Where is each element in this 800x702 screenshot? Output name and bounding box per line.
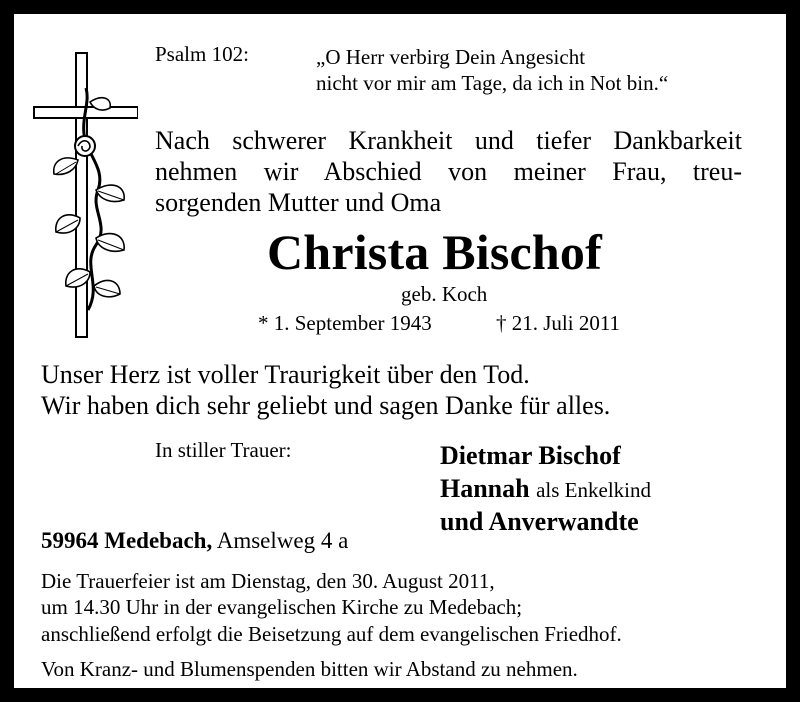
donations-note: Von Kranz- und Blumenspenden bitten wir Abstand zu nehmen. (41, 657, 578, 681)
mourner-2-name: Hannah (440, 474, 530, 504)
psalm-line-2: nicht vor mir am Tage, da ich in Not bin.“ (316, 71, 669, 96)
verse-line-2: Wir haben dich sehr geliebt und sagen Danke für alles. (41, 390, 611, 420)
service-line-2: um 14.30 Uhr in der evangelischen Kirche zu Medebach; (41, 595, 523, 620)
service-line-1: Die Trauerfeier ist am Dienstag, den 30. August 2011, (41, 569, 495, 593)
psalm-quote (316, 44, 668, 97)
psalm-line-1: „O Herr verbirg Dein Angesicht (316, 45, 586, 69)
maiden-name: geb. Koch (401, 282, 488, 306)
address-place: 59964 Medebach, (41, 528, 213, 553)
address-street: Amselweg 4 a (216, 528, 349, 553)
cross-with-rose-icon (32, 50, 138, 340)
intro-line-3: sorgenden Mutter und Oma (155, 187, 442, 217)
deceased-name: Christa Bischof (267, 224, 602, 280)
mourner-2 (440, 472, 651, 505)
mourner-1: Dietmar Bischof (440, 441, 621, 470)
intro-text (155, 126, 742, 219)
mourning-label: In stiller Trauer: (155, 438, 292, 462)
service-line-3: anschließend erfolgt die Beisetzung auf dem evangelischen Friedhof. (41, 621, 622, 646)
psalm-reference: Psalm 102: (155, 42, 249, 66)
birth-date: * 1. September 1943 (258, 311, 432, 335)
intro-line-1: Nach schwerer Krankheit und tiefer Dankbarkeit (155, 126, 742, 155)
intro-line-2: nehmen wir Abschied von meiner Frau, treu- (155, 156, 742, 186)
mourner-2-relation: als Enkelkind (536, 478, 652, 503)
death-date: † 21. Juli 2011 (496, 311, 621, 335)
farewell-verse (41, 360, 610, 422)
service-info (41, 568, 622, 647)
address (41, 529, 348, 552)
verse-line-1: Unser Herz ist voller Traurigkeit über den Tod. (41, 360, 530, 389)
mourner-3: und Anverwandte (440, 507, 639, 537)
mourners-list (440, 439, 651, 538)
